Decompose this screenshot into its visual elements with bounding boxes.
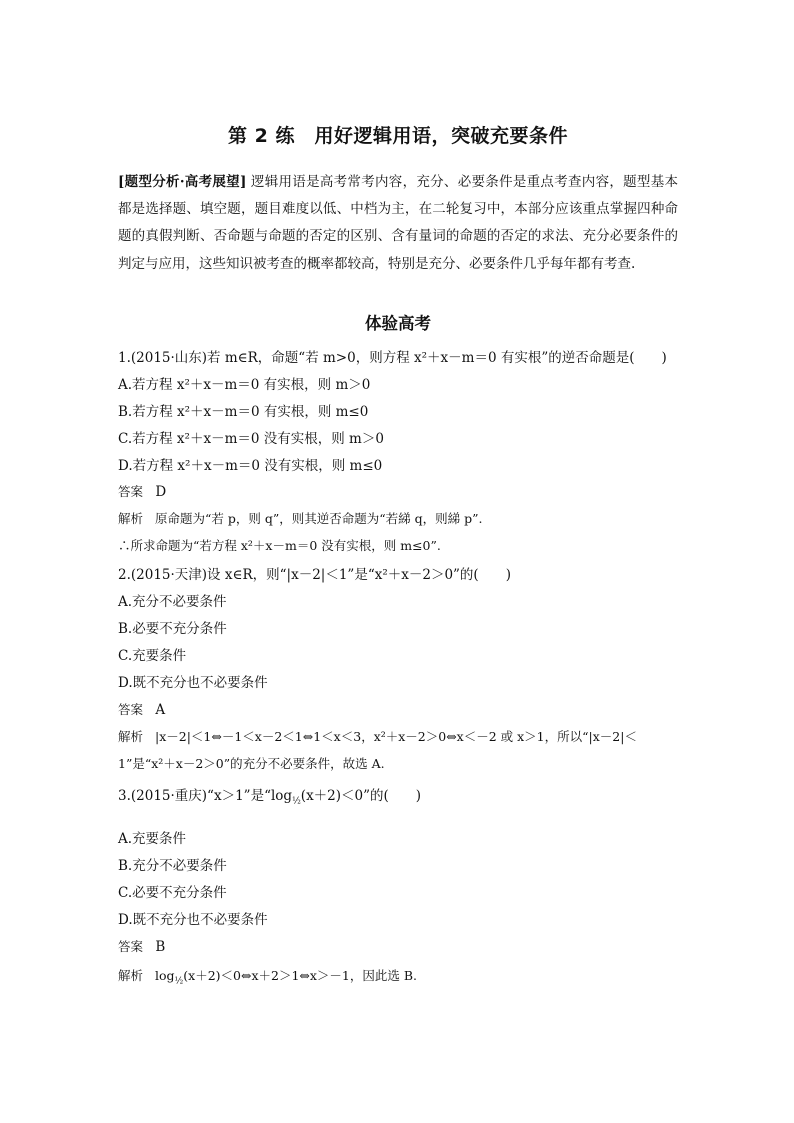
answer-value: D — [155, 484, 167, 500]
question-3-answer — [118, 937, 678, 955]
question-1-stem: 1.(2015·山东)若 m∈R，命题“若 m>0，则方程 x²＋x－m＝0 有实根”的逆否命题是( ) — [118, 350, 667, 366]
question-3-option-c: C.必要不充分条件 — [118, 885, 227, 901]
question-2-solution-line-2: 1”是“x²＋x－2＞0”的充分不必要条件，故选 A. — [118, 756, 385, 771]
solution-text: log — [155, 968, 175, 983]
question-2-option-c: C.充要条件 — [118, 648, 187, 664]
question-3-option-d: D.既不充分也不必要条件 — [118, 912, 268, 928]
intro-paragraph — [118, 169, 678, 278]
log-base: ½ — [292, 796, 301, 807]
solution-text: 原命题为“若 p，则 q”，则其逆否命题为“若綈 q，则綈 p”. — [155, 511, 483, 526]
question-1-option-a: A.若方程 x²＋x－m＝0 有实根，则 m＞0 — [118, 377, 371, 393]
answer-value: B — [155, 939, 166, 955]
stem-text-end: (x＋2)＜0”的( ) — [300, 788, 422, 804]
question-2-answer — [118, 700, 678, 718]
question-1-option-c: C.若方程 x²＋x－m＝0 没有实根，则 m＞0 — [118, 431, 384, 447]
answer-value: A — [155, 702, 166, 718]
question-2-option-a: A.充分不必要条件 — [118, 594, 227, 610]
question-1-option-d: D.若方程 x²＋x－m＝0 没有实根，则 m≤0 — [118, 458, 383, 474]
page-title: 第 2 练 用好逻辑用语，突破充要条件 — [228, 125, 568, 147]
question-1-solution-line-1 — [118, 509, 678, 527]
question-3-option-b: B.充分不必要条件 — [118, 858, 227, 874]
log-base: ½ — [174, 976, 184, 987]
question-1-solution-line-2: ∴所求命题为“若方程 x²＋x－m＝0 没有实根，则 m≤0”. — [118, 538, 441, 553]
question-2-option-d: D.既不充分也不必要条件 — [118, 675, 268, 691]
solution-label: 解析 — [118, 968, 144, 983]
stem-text: 3.(2015·重庆)“x＞1”是“log — [118, 788, 293, 804]
question-2-option-b: B.必要不充分条件 — [118, 621, 227, 637]
question-3-solution — [118, 966, 678, 987]
question-2-stem: 2.(2015·天津)设 x∈R，则“|x－2|＜1”是“x²＋x－2＞0”的( ) — [118, 567, 511, 583]
question-1-option-b: B.若方程 x²＋x－m＝0 有实根，则 m≤0 — [118, 404, 369, 420]
answer-label: 答案 — [118, 484, 144, 499]
intro-tag: [题型分析·高考展望] — [118, 174, 247, 190]
section-title: 体验高考 — [365, 314, 431, 333]
question-1-answer — [118, 482, 678, 500]
question-3-stem — [118, 784, 678, 807]
question-2-solution-line-1 — [118, 727, 678, 745]
question-3-option-a: A.充要条件 — [118, 831, 187, 847]
answer-label: 答案 — [118, 702, 144, 717]
solution-text: |x－2|＜1⇔－1＜x－2＜1⇔1＜x＜3，x²＋x－2＞0⇔x＜－2 或 x＞1，所以“|x－2|＜ — [155, 729, 637, 744]
answer-label: 答案 — [118, 939, 144, 954]
solution-text-end: (x＋2)＜0⇔x＋2＞1⇔x＞－1，因此选 B. — [183, 968, 418, 983]
solution-label: 解析 — [118, 511, 144, 526]
solution-label: 解析 — [118, 729, 144, 744]
intro-text: 逻辑用语是高考常考内容，充分、必要条件是重点考查内容，题型基本都是选择题、填空题，题目难度以低、中档为主，在二轮复习中，本部分应该重点掌握四种命题的真假判断、否命题与命题的否定的区别、含有量词的命题的否定的求法、充分必要条件的判定与应用，这些知识被考查的概率都较高，特别是充分、必要条件几乎每年都有考查. — [118, 174, 678, 272]
